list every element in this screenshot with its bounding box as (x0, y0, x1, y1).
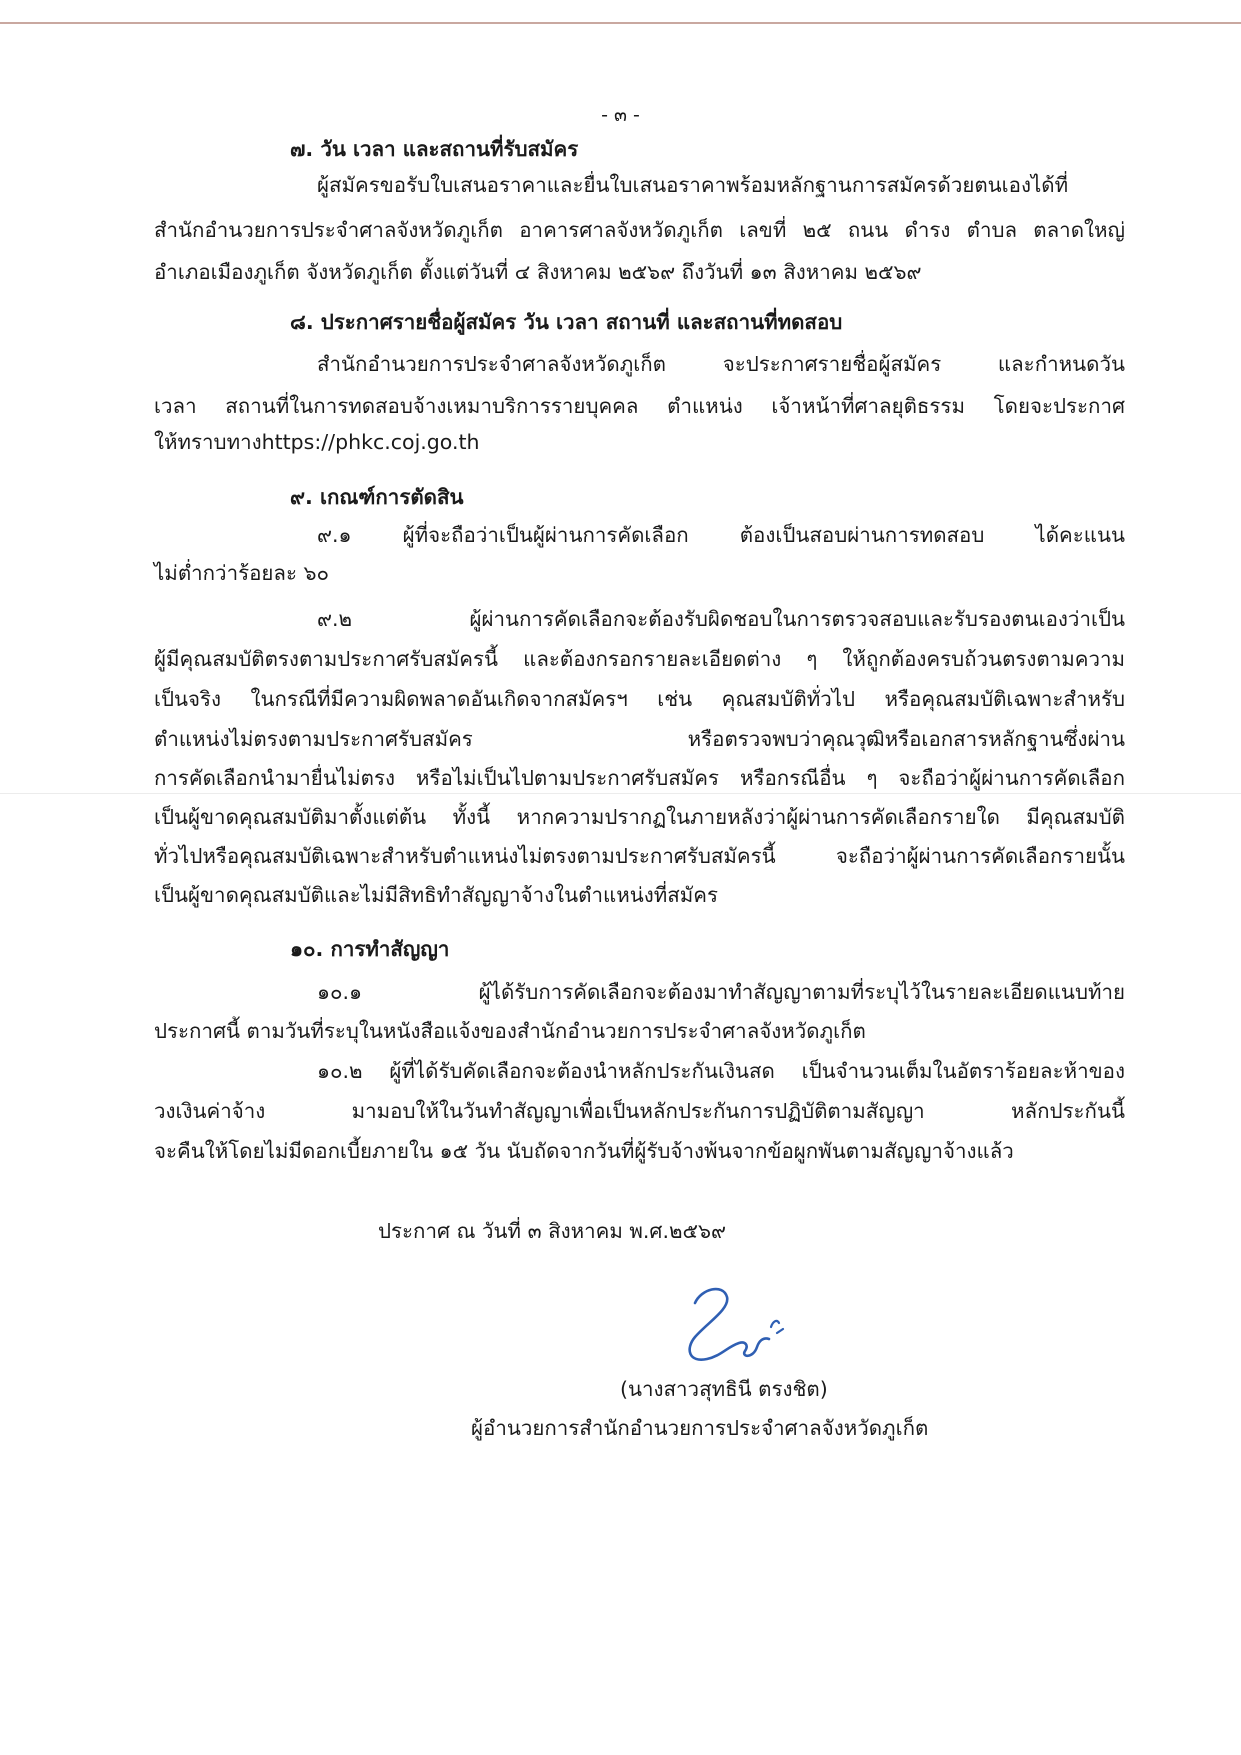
paragraph-line: ๙.๑ ผู้ที่จะถือว่าเป็นผู้ผ่านการคัดเลือก ต้องเป็นสอบผ่านการทดสอบ ได้คะแนน (317, 523, 1125, 547)
paragraph-line: วงเงินค่าจ้าง มามอบให้ในวันทำสัญญาเพื่อเป็นหลักประกันการปฏิบัติตามสัญญา หลักประกันนี้ (154, 1099, 1125, 1123)
paragraph-line: ให้ทราบทางhttps://phkc.coj.go.th (154, 430, 480, 454)
paragraph-line: ไม่ต่ำกว่าร้อยละ ๖๐ (154, 561, 330, 585)
paragraph-line: ผู้มีคุณสมบัติตรงตามประกาศรับสมัครนี้ และต้องกรอกรายละเอียดต่าง ๆ ให้ถูกต้องครบถ้วนตรงตามความ (154, 647, 1125, 671)
handwritten-signature (665, 1275, 825, 1375)
paragraph-line: เวลา สถานที่ในการทดสอบจ้างเหมาบริการรายบุคคล ตำแหน่ง เจ้าหน้าที่ศาลยุติธรรม โดยจะประกาศ (154, 394, 1125, 418)
paragraph-line: ๑๐.๑ ผู้ได้รับการคัดเลือกจะต้องมาทำสัญญาตามที่ระบุไว้ในรายละเอียดแนบท้าย (317, 980, 1125, 1004)
paragraph-line: ๑๐.๒ ผู้ที่ได้รับคัดเลือกจะต้องนำหลักประกันเงินสด เป็นจำนวนเต็มในอัตราร้อยละห้าของ (317, 1059, 1125, 1083)
paragraph-line: การคัดเลือกนำมายื่นไม่ตรง หรือไม่เป็นไปตามประกาศรับสมัคร หรือกรณีอื่น ๆ จะถือว่าผู้ผ่านการคัดเลือก (154, 766, 1125, 790)
signer-name: (นางสาวสุทธินี ตรงชิต) (620, 1377, 828, 1401)
section-9-heading: ๙. เกณฑ์การตัดสิน (290, 485, 464, 509)
paragraph-line: สำนักอำนวยการประจำศาลจังหวัดภูเก็ต จะประกาศรายชื่อผู้สมัคร และกำหนดวัน (317, 352, 1125, 376)
paragraph-line: ตำแหน่งไม่ตรงตามประกาศรับสมัคร หรือตรวจพบว่าคุณวุฒิหรือเอกสารหลักฐานซึ่งผ่าน (154, 727, 1125, 751)
paragraph-line: อำเภอเมืองภูเก็ต จังหวัดภูเก็ต ตั้งแต่วันที่ ๔ สิงหาคม ๒๕๖๙ ถึงวันที่ ๑๓ สิงหาคม ๒๕๖๙ (154, 260, 922, 284)
section-10-heading: ๑๐. การทำสัญญา (290, 937, 450, 961)
paragraph-line: ๙.๒ ผู้ผ่านการคัดเลือกจะต้องรับผิดชอบในการตรวจสอบและรับรองตนเองว่าเป็น (317, 607, 1125, 631)
paragraph-line: เป็นผู้ขาดคุณสมบัติและไม่มีสิทธิทำสัญญาจ้างในตำแหน่งที่สมัคร (154, 883, 719, 907)
announce-date: ประกาศ ณ วันที่ ๓ สิงหาคม พ.ศ.๒๕๖๙ (378, 1219, 727, 1243)
paragraph-line: ทั่วไปหรือคุณสมบัติเฉพาะสำหรับตำแหน่งไม่ตรงตามประกาศรับสมัครนี้ จะถือว่าผู้ผ่านการคัดเลือกรายนั้น (154, 844, 1125, 868)
paragraph-line: เป็นจริง ในกรณีที่มีความผิดพลาดอันเกิดจากสมัครฯ เช่น คุณสมบัติทั่วไป หรือคุณสมบัติเฉพาะสำหรับ (154, 687, 1125, 711)
section-7-heading: ๗. วัน เวลา และสถานที่รับสมัคร (290, 137, 579, 161)
section-8-heading: ๘. ประกาศรายชื่อผู้สมัคร วัน เวลา สถานที่ และสถานที่ทดสอบ (290, 310, 843, 334)
page-number: - ๓ - (601, 104, 640, 126)
paragraph-line: เป็นผู้ขาดคุณสมบัติมาตั้งแต่ต้น ทั้งนี้ หากความปรากฏในภายหลังว่าผู้ผ่านการคัดเลือกรายใด มีคุณสมบัติ (154, 805, 1125, 829)
paragraph-line: ผู้สมัครขอรับใบเสนอราคาและยื่นใบเสนอราคาพร้อมหลักฐานการสมัครด้วยตนเองได้ที่ (317, 173, 1069, 197)
paragraph-line: ประกาศนี้ ตามวันที่ระบุในหนังสือแจ้งของสำนักอำนวยการประจำศาลจังหวัดภูเก็ต (154, 1019, 866, 1043)
scan-top-border (0, 22, 1241, 24)
scan-fold-line (0, 793, 1241, 794)
paragraph-line: จะคืนให้โดยไม่มีดอกเบี้ยภายใน ๑๕ วัน นับถัดจากวันที่ผู้รับจ้างพ้นจากข้อผูกพันตามสัญญาจ้างแล้ว (154, 1139, 1014, 1163)
paragraph-line: สำนักอำนวยการประจำศาลจังหวัดภูเก็ต อาคารศาลจังหวัดภูเก็ต เลขที่ ๒๕ ถนน ดำรง ตำบล ตลาดใหญ่ (154, 218, 1125, 242)
signer-position: ผู้อำนวยการสำนักอำนวยการประจำศาลจังหวัดภูเก็ต (471, 1416, 929, 1440)
